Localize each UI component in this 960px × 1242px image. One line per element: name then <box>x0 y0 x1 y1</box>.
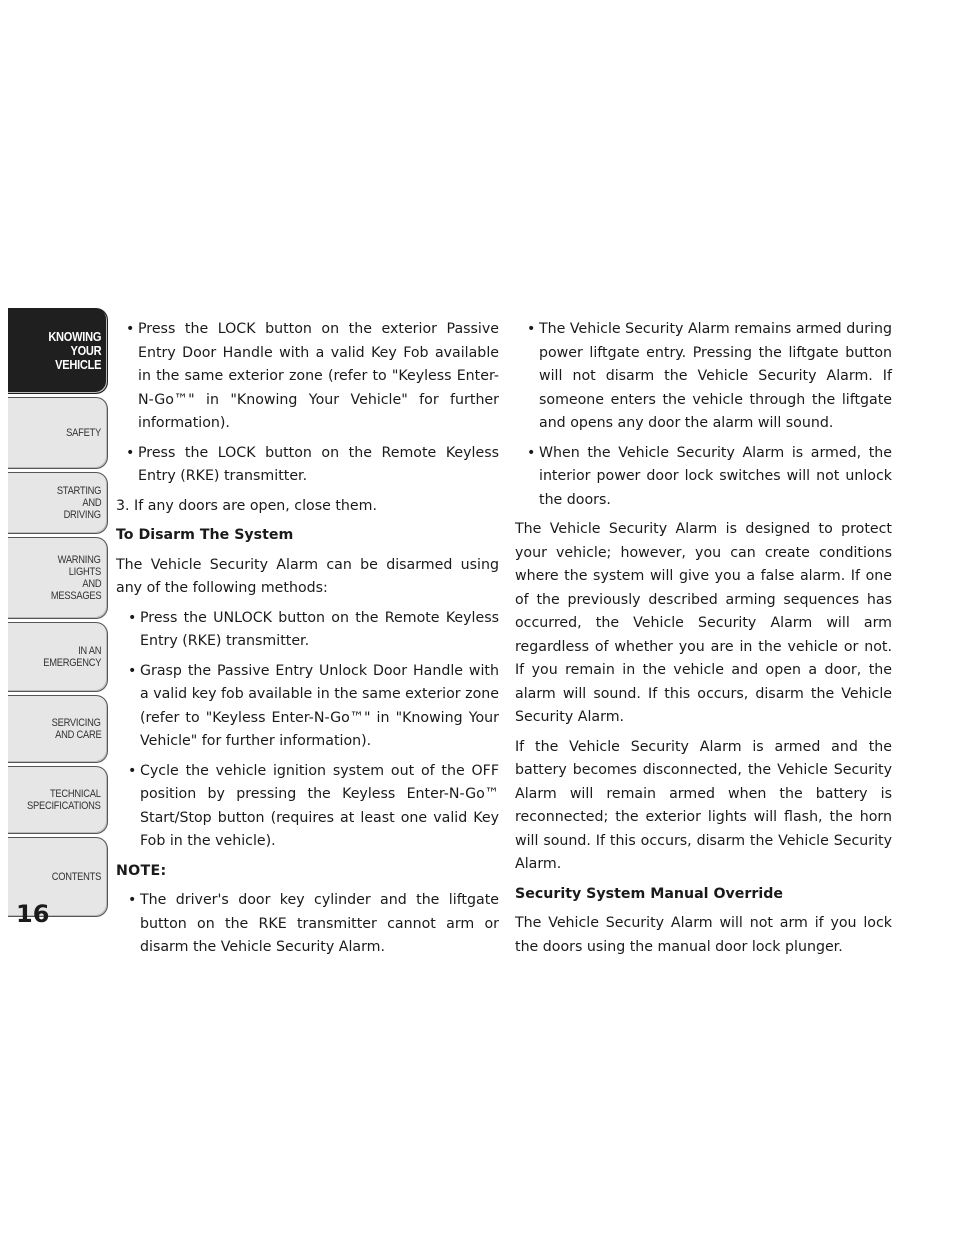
list-item: • Cycle the vehicle ignition system out of the OFF position by pressing the Keyless Enter-N-Go™ Start/Stop button (requires at least one valid Key Fob in the vehicle). <box>116 760 499 854</box>
list-item: • Press the UNLOCK button on the Remote Keyless Entry (RKE) transmitter. <box>116 607 499 654</box>
chapter-tab-rail <box>8 308 108 920</box>
tab-label: SAFETY <box>66 427 101 439</box>
paragraph: The Vehicle Security Alarm is designed to protect your vehicle; however, you can create conditions where the system will give you a false alarm. If one of the previously described arming sequences has occurred, the Vehicle Security Alarm will arm regardless of whether you are in the vehicle or not. If you remain in the vehicle and open a door, the alarm will sound. If this occurs, disarm the Vehicle Security Alarm. <box>515 521 892 725</box>
bullet-glyph: • <box>126 444 135 461</box>
note-label: NOTE: <box>116 862 167 879</box>
list-item: • The driver's door key cylinder and the liftgate button on the RKE transmitter cannot arm or disarm the Vehicle Security Alarm. <box>116 889 499 960</box>
tab-label: LIGHTS <box>68 566 101 578</box>
tab-label: WARNING <box>57 554 101 566</box>
bullet-glyph: • <box>128 662 137 679</box>
tab-label: DRIVING <box>63 509 101 521</box>
bullet-glyph: • <box>126 321 135 337</box>
tab-label: STARTING <box>56 485 101 497</box>
tab-label: AND CARE <box>54 729 101 741</box>
bullet-glyph: • <box>527 321 536 337</box>
tab-label: YOUR <box>70 343 101 358</box>
tab-label: AND <box>82 578 101 590</box>
tab-label: VEHICLE <box>54 357 101 372</box>
tab-technical-specifications[interactable] <box>8 766 108 834</box>
tab-label: MESSAGES <box>50 590 101 602</box>
tab-safety[interactable] <box>8 397 108 469</box>
section-heading: To Disarm The System <box>116 527 294 543</box>
tab-label: AND <box>82 497 101 509</box>
section-heading: Security System Manual Override <box>515 885 784 902</box>
tab-label: KNOWING <box>48 329 101 344</box>
tab-knowing-your-vehicle[interactable] <box>8 308 108 394</box>
right-column <box>515 318 892 965</box>
page-number: 16 <box>16 900 50 928</box>
paragraph: If the Vehicle Security Alarm is armed and the battery becomes disconnected, the Vehicle Security Alarm will remain armed when the battery is reconnected; the exterior lights will flash, the horn will sound. If this occurs, disarm the Vehicle Security Alarm. <box>515 738 892 872</box>
numbered-step: 3. If any doors are open, close them. <box>116 497 377 514</box>
left-column <box>116 318 499 966</box>
tab-starting-and-driving[interactable] <box>8 472 108 534</box>
bullet-glyph: • <box>128 762 137 779</box>
bullet-glyph: • <box>128 609 137 626</box>
list-item: • Press the LOCK button on the exterior Passive Entry Door Handle with a valid Key Fob available in the same exterior zone (refer to "Keyless Enter-N-Go™" in "Knowing Your Vehicle" for further information). <box>116 318 499 436</box>
tab-label: IN AN <box>77 645 101 657</box>
bullet-glyph: • <box>527 444 536 461</box>
bullet-glyph: • <box>128 892 137 908</box>
list-item: • The Vehicle Security Alarm remains armed during power liftgate entry. Pressing the liftgate button will not disarm the Vehicle Security Alarm. If someone enters the vehicle through the liftgate and opens any door the alarm will sound. <box>515 318 892 436</box>
list-item: • Press the LOCK button on the Remote Keyless Entry (RKE) transmitter. <box>116 442 499 489</box>
tab-label: EMERGENCY <box>43 657 101 669</box>
tab-in-an-emergency[interactable] <box>8 622 108 692</box>
tab-label: TECHNICAL <box>50 788 101 800</box>
tab-servicing-and-care[interactable] <box>8 695 108 763</box>
list-item: • Grasp the Passive Entry Unlock Door Handle with a valid key fob available in the same exterior zone (refer to "Keyless Enter-N-Go™" in "Knowing Your Vehicle" for further information). <box>116 660 499 754</box>
tab-label: SPECIFICATIONS <box>27 800 101 812</box>
list-item: • When the Vehicle Security Alarm is armed, the interior power door lock switches will not unlock the doors. <box>515 442 892 513</box>
paragraph: The Vehicle Security Alarm will not arm if you lock the doors using the manual door lock plunger. <box>515 915 892 955</box>
tab-label: CONTENTS <box>51 871 101 883</box>
tab-label: SERVICING <box>52 717 101 729</box>
paragraph: The Vehicle Security Alarm can be disarmed using any of the following methods: <box>116 556 499 596</box>
tab-warning-lights-and-messages[interactable] <box>8 537 108 619</box>
